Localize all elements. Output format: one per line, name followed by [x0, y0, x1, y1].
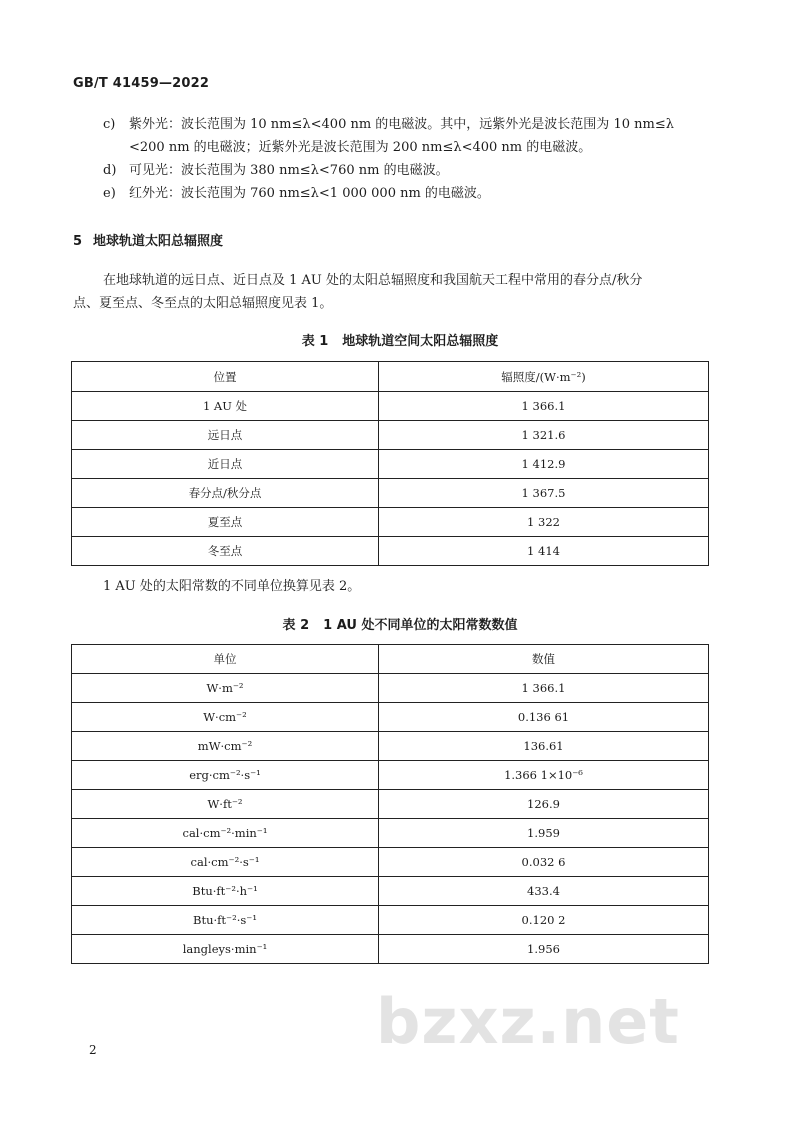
table-cell: 0.032 6: [379, 848, 709, 877]
table-cell: 冬至点: [72, 537, 379, 566]
column-header: 位置: [72, 362, 379, 392]
table-row: [72, 479, 709, 508]
table-cell: 0.120 2: [379, 906, 709, 935]
table-row: [72, 761, 709, 790]
column-header: 辐照度/(W·m⁻²): [379, 362, 709, 392]
table-cell: 1 322: [379, 508, 709, 537]
page-number: 2: [89, 1043, 97, 1057]
table-title: 地球轨道空间太阳总辐照度: [342, 334, 499, 349]
table-row: [72, 392, 709, 421]
table-cell: 1 AU 处: [72, 392, 379, 421]
table-row: [72, 421, 709, 450]
section-title: 地球轨道太阳总辐照度: [93, 234, 224, 249]
table-cell: 1.959: [379, 819, 709, 848]
table-cell: 1 412.9: [379, 450, 709, 479]
table-cell: mW·cm⁻²: [72, 732, 379, 761]
list-item-text: 红外光：波长范围为 760 nm≤λ<1 000 000 nm 的电磁波。: [129, 186, 490, 201]
table-solar-constant: [71, 644, 709, 964]
list-item-label: d): [103, 163, 117, 178]
table-cell: 远日点: [72, 421, 379, 450]
table-irradiance: [71, 361, 709, 566]
table-row: [72, 674, 709, 703]
watermark: bzxz.net: [376, 985, 680, 1058]
table-caption: [0, 330, 800, 349]
table-row: [72, 450, 709, 479]
table-cell: W·cm⁻²: [72, 703, 379, 732]
table-cell: W·ft⁻²: [72, 790, 379, 819]
table-row: [72, 537, 709, 566]
table-cell: 0.136 61: [379, 703, 709, 732]
list-item-d: [103, 160, 449, 182]
table-cell: cal·cm⁻²·min⁻¹: [72, 819, 379, 848]
table-caption: [0, 614, 800, 633]
table-cell: 1 366.1: [379, 674, 709, 703]
table-cell: langleys·min⁻¹: [72, 935, 379, 964]
table-row: [72, 790, 709, 819]
list-item-e: [103, 183, 490, 205]
table-cell: 1 366.1: [379, 392, 709, 421]
table-cell: 433.4: [379, 877, 709, 906]
table-row: [72, 508, 709, 537]
table-number: 表 2: [282, 618, 310, 633]
table-row: [72, 935, 709, 964]
table-cell: W·m⁻²: [72, 674, 379, 703]
table-cell: 夏至点: [72, 508, 379, 537]
table-row: [72, 906, 709, 935]
table-number: 表 1: [301, 334, 329, 349]
column-header: 数值: [379, 645, 709, 674]
table-cell: 126.9: [379, 790, 709, 819]
table-cell: Btu·ft⁻²·s⁻¹: [72, 906, 379, 935]
table-row: [72, 703, 709, 732]
table-cell: erg·cm⁻²·s⁻¹: [72, 761, 379, 790]
table-cell: Btu·ft⁻²·h⁻¹: [72, 877, 379, 906]
list-item-text: 紫外光：波长范围为 10 nm≤λ<400 nm 的电磁波。其中，远紫外光是波长范围为 10 nm≤λ: [129, 117, 674, 132]
table-cell: cal·cm⁻²·s⁻¹: [72, 848, 379, 877]
paragraph-line: 点、夏至点、冬至点的太阳总辐照度见表 1。: [73, 296, 333, 311]
table-cell: 136.61: [379, 732, 709, 761]
column-header: 单位: [72, 645, 379, 674]
list-item-label: c): [103, 117, 116, 132]
list-item-c: [103, 114, 674, 136]
table-cell: 1 367.5: [379, 479, 709, 508]
table-header-row: [72, 362, 709, 392]
table-row: [72, 848, 709, 877]
table-cell: 近日点: [72, 450, 379, 479]
table-row: [72, 732, 709, 761]
table-title: 1 AU 处不同单位的太阳常数数值: [323, 618, 518, 633]
table-row: [72, 819, 709, 848]
table-cell: 1 414: [379, 537, 709, 566]
list-item-label: e): [103, 186, 116, 201]
table-cell: 春分点/秋分点: [72, 479, 379, 508]
table-cell: 1.956: [379, 935, 709, 964]
section-heading: [73, 230, 223, 249]
paragraph-line: 在地球轨道的远日点、近日点及 1 AU 处的太阳总辐照度和我国航天工程中常用的春分点/秋分: [103, 273, 643, 288]
table-cell: 1.366 1×10⁻⁶: [379, 761, 709, 790]
list-item-continuation: <200 nm 的电磁波；近紫外光是波长范围为 200 nm≤λ<400 nm 的电磁波。: [129, 140, 592, 155]
table-header-row: [72, 645, 709, 674]
table-cell: 1 321.6: [379, 421, 709, 450]
standard-code: GB/T 41459—2022: [73, 76, 210, 91]
table-row: [72, 877, 709, 906]
paragraph-line: 1 AU 处的太阳常数的不同单位换算见表 2。: [103, 579, 361, 594]
list-item-text: 可见光：波长范围为 380 nm≤λ<760 nm 的电磁波。: [129, 163, 449, 178]
section-number: 5: [73, 234, 83, 249]
